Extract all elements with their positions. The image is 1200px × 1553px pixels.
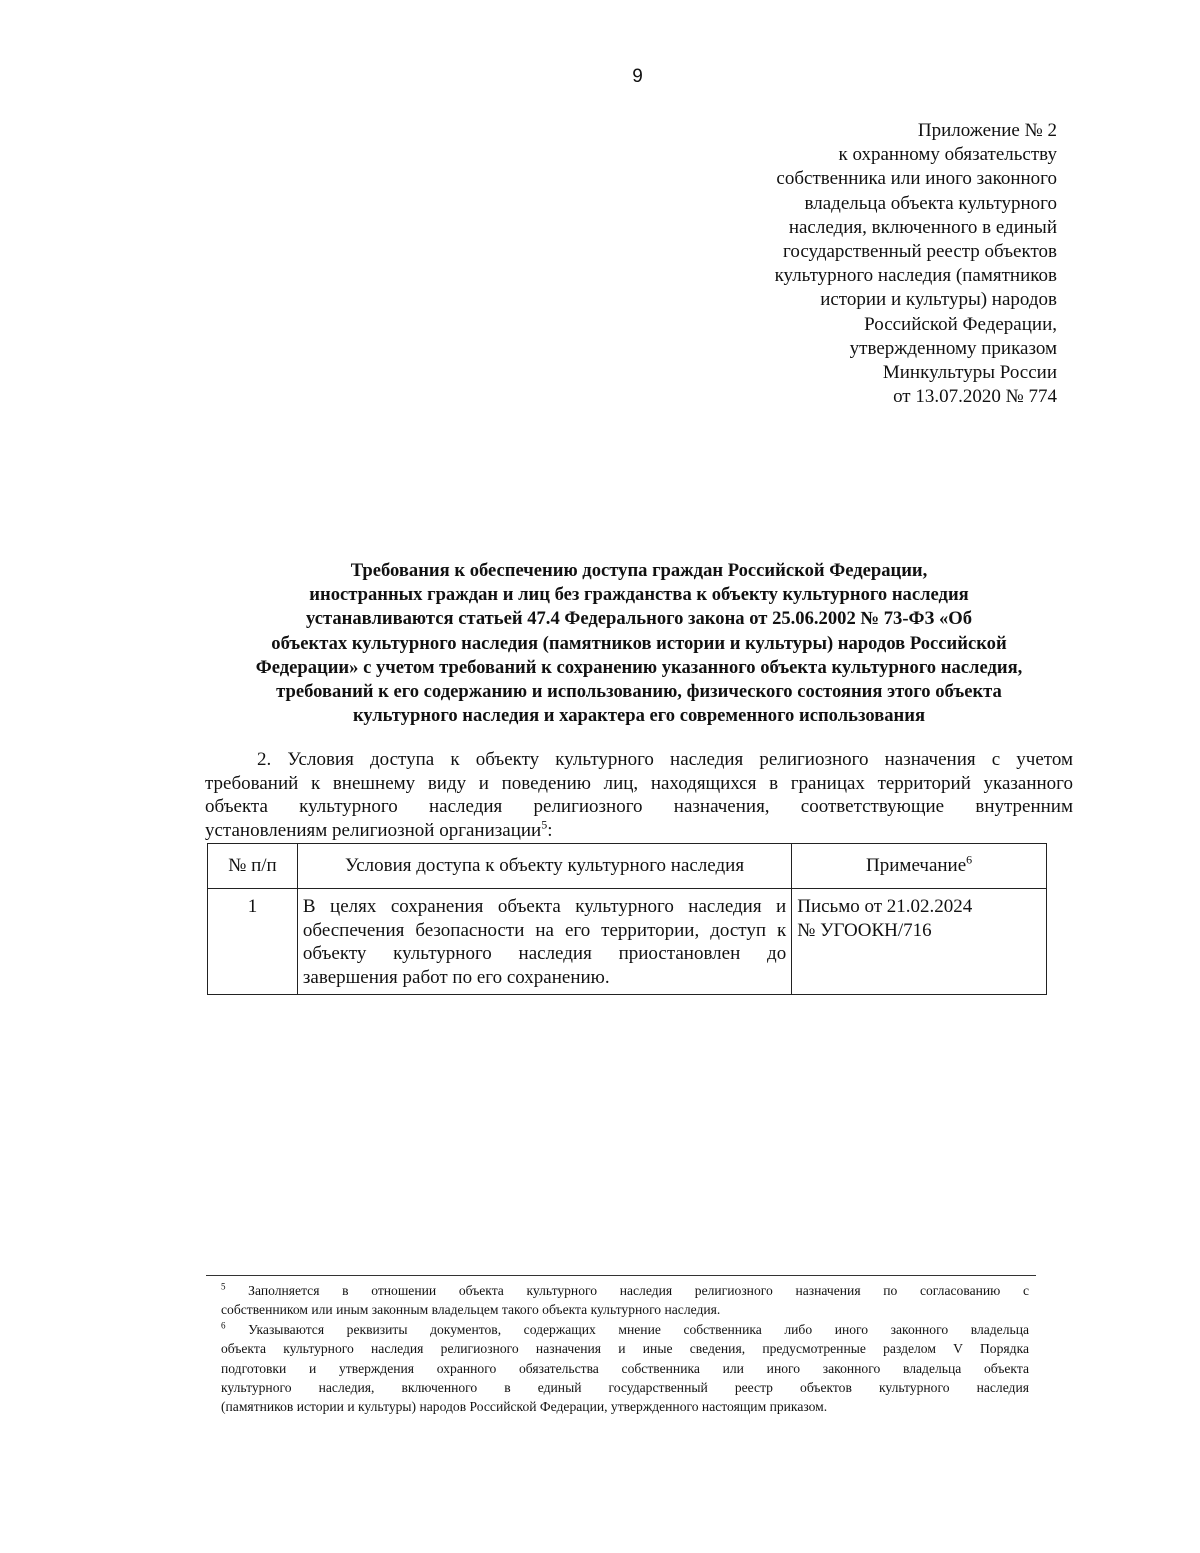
title-line: Требования к обеспечению доступа граждан Российской Федерации, bbox=[350, 560, 928, 581]
footnote-ref-6[interactable]: 6 bbox=[966, 852, 973, 867]
footnote-ref-5[interactable]: 5 bbox=[541, 817, 548, 832]
title-line: объектах культурного наследия (памятников истории и культуры) народов Российской bbox=[271, 632, 1007, 654]
footnote-text: Указываются реквизиты документов, содержащих мнение собственника либо иного законного владельца bbox=[248, 1321, 1030, 1337]
footnote-marker: 6 bbox=[221, 1320, 226, 1331]
footnote-separator bbox=[206, 1275, 1036, 1276]
header-note bbox=[792, 844, 1047, 889]
paragraph-text: установлениям религиозной организации bbox=[205, 819, 542, 841]
footnotes bbox=[221, 1281, 1029, 1417]
appendix-line: собственника или иного законного bbox=[776, 168, 1057, 190]
paragraph-line: объекта культурного наследия религиозного назначения, соответствующие внутренним bbox=[205, 796, 1073, 818]
cell-line: завершения работ по его сохранению. bbox=[302, 966, 610, 988]
footnote-5 bbox=[221, 1281, 1029, 1320]
page-number: 9 bbox=[632, 66, 643, 87]
footnote-line: (памятников истории и культуры) народов Российской Федерации, утвержденного настоящим приказом. bbox=[221, 1399, 828, 1415]
header-conditions: Условия доступа к объекту культурного наследия bbox=[297, 844, 791, 889]
appendix-header bbox=[677, 119, 1057, 409]
paragraph-line-last bbox=[205, 819, 1073, 843]
access-conditions-paragraph bbox=[205, 748, 1073, 842]
appendix-line: к охранному обязательству bbox=[838, 144, 1057, 166]
appendix-line: наследия, включенного в единый bbox=[788, 216, 1057, 238]
footnote-line: объекта культурного наследия религиозного назначения и иные сведения, предусмотренные разделом V Порядка bbox=[221, 1341, 1029, 1357]
appendix-line: Минкультуры России bbox=[882, 362, 1057, 384]
appendix-line: утвержденному приказом bbox=[849, 337, 1057, 359]
document-title bbox=[205, 559, 1073, 728]
footnote-line bbox=[221, 1320, 1029, 1339]
title-line: требований к его содержанию и использованию, физического состояния этого объекта bbox=[276, 681, 1002, 703]
footnote-text: Заполняется в отношении объекта культурного наследия религиозного назначения по согласованию с bbox=[248, 1283, 1030, 1298]
title-line: устанавливаются статьей 47.4 Федерального закона от 25.06.2002 № 73-ФЗ «Об bbox=[306, 608, 972, 630]
cell-line: № УГООКН/716 bbox=[797, 919, 932, 941]
title-line: Федерации» с учетом требований к сохранению указанного объекта культурного наследия, bbox=[255, 656, 1023, 678]
footnote-6 bbox=[221, 1320, 1029, 1417]
cell-note bbox=[792, 889, 1047, 995]
access-conditions-table bbox=[207, 843, 1047, 995]
paragraph-line: требований к внешнему виду и поведению лиц, находящихся в границах территорий указанного bbox=[205, 772, 1073, 794]
footnote-line: подготовки и утверждения охранного обязательства собственника или иного законного владельца объекта bbox=[221, 1360, 1029, 1376]
footnote-marker: 5 bbox=[221, 1281, 226, 1292]
paragraph-tail: : bbox=[547, 819, 553, 841]
footnote-line: собственником или иным законным владельцем такого объекта культурного наследия. bbox=[221, 1302, 721, 1318]
paragraph-line: 2. Условия доступа к объекту культурного наследия религиозного назначения с учетом bbox=[257, 749, 1073, 770]
appendix-line: государственный реестр объектов bbox=[783, 241, 1057, 263]
cell-line: объекту культурного наследия приостановлен до bbox=[302, 943, 787, 964]
header-note-label: Примечание bbox=[866, 855, 967, 877]
table-row bbox=[208, 889, 1047, 995]
cell-number: 1 bbox=[208, 889, 298, 995]
cell-line: обеспечения безопасности на его территории, доступ к bbox=[302, 919, 787, 941]
footnote-line: культурного наследия, включенного в единый государственный реестр объектов культурного наследия bbox=[221, 1380, 1029, 1396]
cell-conditions bbox=[297, 889, 791, 995]
cell-line: Письмо от 21.02.2024 bbox=[797, 896, 973, 917]
appendix-line: культурного наследия (памятников bbox=[774, 265, 1057, 287]
appendix-line: владельца объекта культурного bbox=[804, 192, 1057, 214]
table-header-row bbox=[208, 844, 1047, 889]
title-line: иностранных граждан и лиц без гражданства к объекту культурного наследия bbox=[309, 584, 969, 606]
appendix-line: Приложение № 2 bbox=[917, 120, 1057, 141]
header-number: № п/п bbox=[208, 844, 298, 889]
appendix-line: истории и культуры) народов bbox=[820, 289, 1057, 311]
cell-line: В целях сохранения объекта культурного наследия и bbox=[302, 896, 787, 917]
appendix-line: Российской Федерации, bbox=[864, 313, 1057, 335]
footnote-line bbox=[221, 1281, 1029, 1300]
title-line: культурного наследия и характера его современного использования bbox=[352, 705, 926, 727]
appendix-line: от 13.07.2020 № 774 bbox=[893, 386, 1057, 408]
